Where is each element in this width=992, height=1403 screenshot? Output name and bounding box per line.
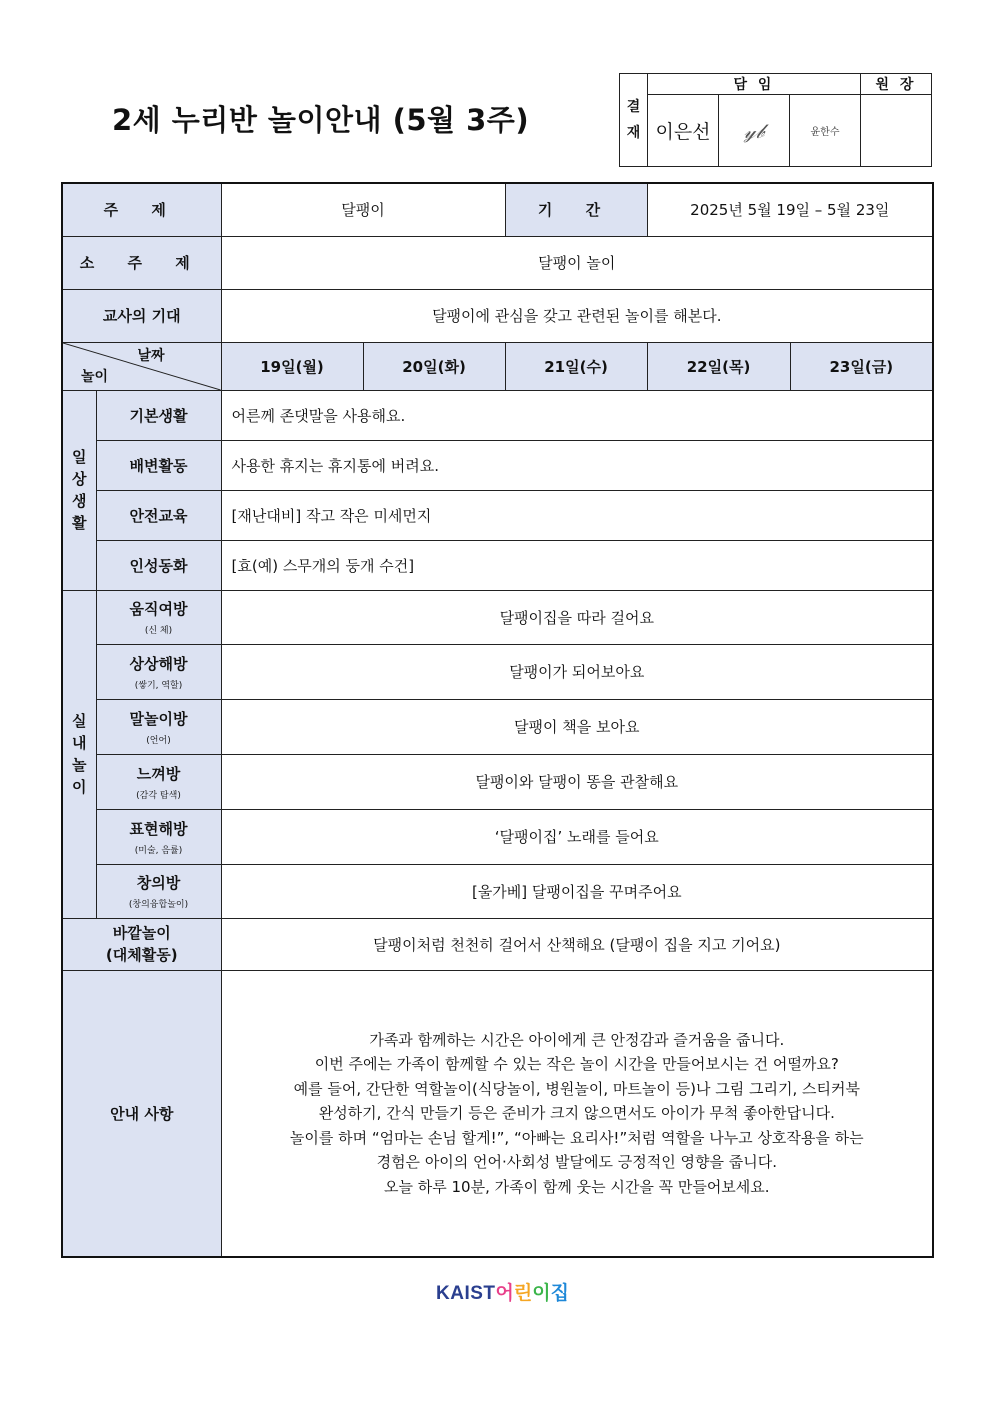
date-play-header — [62, 342, 221, 390]
indoor-play-value: 달팽이 책을 보아요 — [221, 699, 933, 754]
area-sub: (미술, 음률) — [134, 845, 183, 856]
notice-line: 경험은 아이의 언어·사회성 발달에도 긍정적인 영향을 줍니다. — [376, 1153, 777, 1171]
group-char: 활 — [72, 514, 87, 532]
day-header: 20일(화) — [363, 342, 505, 390]
indoor-play-value: 달팽이가 되어보아요 — [221, 644, 933, 699]
page-title: 2세 누리반 놀이안내 (5월 3주) — [112, 103, 530, 137]
theme-value: 달팽이 — [221, 183, 505, 236]
notice-line: 이번 주에는 가족이 함께할 수 있는 작은 놀이 시간을 만들어보시는 건 어떨까요? — [314, 1055, 839, 1073]
period-label-text: 기 간 — [537, 201, 615, 220]
indoor-play-label — [96, 864, 221, 918]
play-header-label: 놀이 — [81, 368, 109, 385]
indoor-play-label — [96, 644, 221, 699]
outdoor-label-line: (대체활동) — [105, 946, 178, 964]
outdoor-label-line: 바깥놀이 — [112, 924, 171, 942]
indoor-play-value: 달팽이와 달팽이 똥을 관찰해요 — [221, 754, 933, 809]
notice-body — [221, 970, 933, 1257]
group-char: 내 — [72, 734, 87, 752]
daily-life-label: 인성동화 — [96, 540, 221, 590]
outdoor-label — [62, 918, 221, 970]
teacher-signature: 𝓎𝒷 — [719, 95, 790, 167]
daily-life-label: 기본생활 — [96, 390, 221, 440]
indoor-play-group-label — [62, 590, 96, 918]
notice-line: 예를 들어, 간단한 역할놀이(식당놀이, 병원놀이, 마트놀이 등)나 그림 그리기, 스티커북 — [293, 1079, 860, 1098]
area-name: 느껴방 — [136, 764, 181, 783]
logo-char: 어 — [495, 1283, 514, 1304]
group-char: 생 — [72, 492, 87, 510]
group-char: 일 — [72, 448, 87, 466]
teacher-name: 이은선 — [648, 95, 719, 167]
area-name: 움직여방 — [129, 600, 188, 618]
teacher-header: 담 임 — [648, 74, 861, 95]
day-header: 23일(금) — [790, 342, 933, 390]
group-char: 놀 — [72, 756, 87, 774]
area-name: 창의방 — [136, 874, 181, 892]
period-value: 2025년 5월 19일 – 5월 23일 — [647, 183, 933, 236]
group-char: 실 — [72, 712, 87, 730]
indoor-play-label — [96, 754, 221, 809]
expectation-label: 교사의 기대 — [62, 289, 221, 342]
kaist-daycare-logo — [436, 1278, 569, 1305]
approval-box — [619, 73, 932, 167]
director-header: 원 장 — [861, 74, 932, 95]
theme-label-text: 주 제 — [103, 201, 180, 220]
daily-life-value: 어른께 존댓말을 사용해요. — [221, 390, 933, 440]
indoor-play-label — [96, 699, 221, 754]
area-sub: (창의융합놀이) — [128, 900, 189, 910]
area-name: 표현해방 — [129, 819, 188, 838]
area-sub: (언어) — [146, 735, 171, 746]
indoor-play-value: [울가베] 달팽이집을 꾸며주어요 — [221, 864, 933, 918]
indoor-play-label — [96, 809, 221, 864]
area-name: 상상해방 — [129, 654, 188, 673]
day-header: 22일(목) — [647, 342, 790, 390]
area-sub: (감각 탐색) — [136, 790, 181, 801]
date-header-label: 날짜 — [137, 347, 165, 364]
theme-label — [62, 183, 221, 236]
subtheme-label-text: 소 주 제 — [79, 254, 204, 272]
approval-side-char: 결 — [626, 99, 641, 115]
area-sub: (쌓기, 역할) — [134, 680, 183, 691]
day-header: 19일(월) — [221, 342, 363, 390]
approval-side-char: 재 — [626, 125, 641, 141]
approval-side-label — [620, 74, 648, 167]
logo-char: 린 — [513, 1283, 533, 1304]
subtheme-label — [62, 236, 221, 289]
daily-life-group-label — [62, 390, 96, 590]
notice-line: 완성하기, 간식 만들기 등은 준비가 크지 않으면서도 아이가 무척 좋아한답니다. — [318, 1104, 835, 1122]
daily-life-label: 배변활동 — [96, 440, 221, 490]
daily-life-value: 사용한 휴지는 휴지통에 버려요. — [221, 440, 933, 490]
expectation-value: 달팽이에 관심을 갖고 관련된 놀이를 해본다. — [221, 289, 933, 342]
indoor-play-value: ‘달팽이집’ 노래를 들어요 — [221, 809, 933, 864]
notice-line: 놀이를 하며 “엄마는 손님 할게!”, “아빠는 요리사!”처럼 역할을 나누고 상호작용을 하는 — [289, 1128, 864, 1147]
area-sub: (신 체) — [144, 626, 173, 636]
logo-brand: KAIST — [436, 1283, 496, 1304]
notice-line: 오늘 하루 10분, 가족이 함께 웃는 시간을 꼭 만들어보세요. — [384, 1177, 770, 1196]
logo-char: 집 — [550, 1283, 569, 1304]
daily-life-label: 안전교육 — [96, 490, 221, 540]
group-char: 상 — [72, 470, 87, 488]
notice-line: 가족과 함께하는 시간은 아이에게 큰 안정감과 즐거움을 줍니다. — [369, 1030, 785, 1049]
head-signature: 윤한수 — [790, 95, 861, 167]
indoor-play-label — [96, 590, 221, 644]
day-header: 21일(수) — [505, 342, 647, 390]
logo-char: 이 — [532, 1283, 551, 1304]
director-signature-cell — [861, 95, 932, 167]
daily-life-value: [효(예) 스무개의 둥개 수건] — [221, 540, 933, 590]
group-char: 이 — [72, 778, 87, 796]
period-label — [505, 183, 647, 236]
notice-label: 안내 사항 — [62, 970, 221, 1257]
subtheme-value: 달팽이 놀이 — [221, 236, 933, 289]
outdoor-value: 달팽이처럼 천천히 걸어서 산책해요 (달팽이 집을 지고 기어요) — [221, 918, 933, 970]
plan-table — [61, 182, 934, 1258]
daily-life-value: [재난대비] 작고 작은 미세먼지 — [221, 490, 933, 540]
area-name: 말놀이방 — [129, 709, 188, 728]
indoor-play-value: 달팽이집을 따라 걸어요 — [221, 590, 933, 644]
